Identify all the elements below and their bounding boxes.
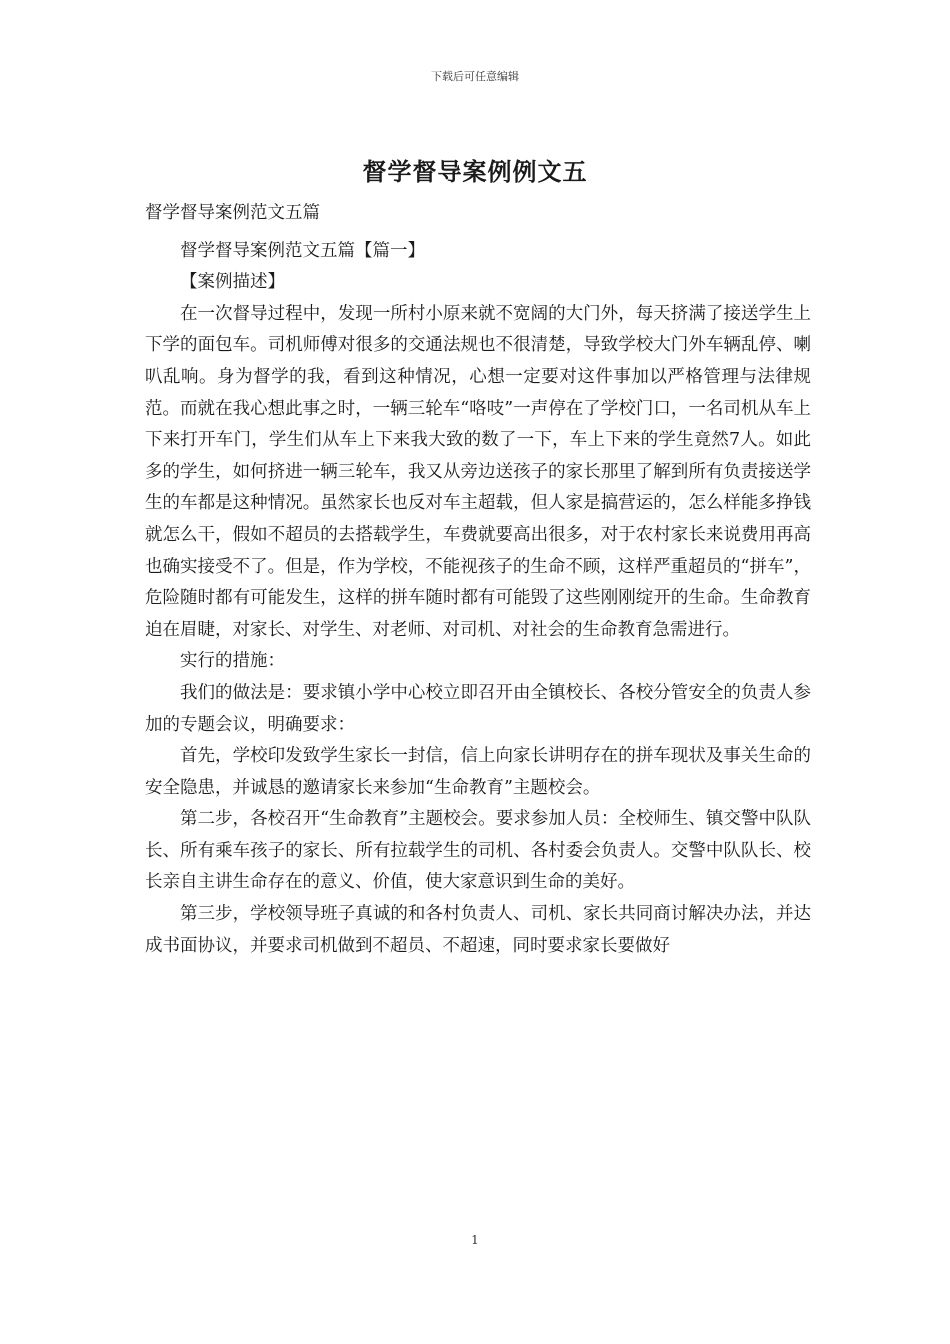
document-body xyxy=(145,198,811,962)
paragraph: 实行的措施： xyxy=(180,651,285,672)
paragraph: 在一次督导过程中，发现一所村小原来就不宽阔的大门外，每天挤满了接送学生上下学的面包车。司机师傅对很多的交通法规也不很清楚，导致学校大门外车辆乱停、喇叭乱响。身为督学的我，看到这种情况，心想一定要对这件事加以严格管理与法律规范。而就在我心想此事之时，一辆三轮车“咯吱”一声停在了学校门口，一名司机从车上下来打开车门，学生们从车上下来我大致的数了一下，车上下来的学生竟然7人。如此多的学生，如何挤进一辆三轮车，我又从旁边送孩子的家长那里了解到所有负责接送学生的车都是这种情况。虽然家长也反对车主超载，但人家是搞营运的，怎么样能多挣钱就怎么干，假如不超员的去搭载学生，车费就要高出很多，对于农村家长来说费用再高也确实接受不了。但是，作为学校，不能视孩子的生命不顾，这样严重超员的“拼车”，危险随时都有可能发生，这样的拼车随时都有可能毁了这些刚刚绽开的生命。生命教育迫在眉睫，对家长、对学生、对老师、对司机、对社会的生命教育急需进行。 xyxy=(145,303,811,640)
paragraph: 首先，学校印发致学生家长一封信，信上向家长讲明存在的拼车现状及事关生命的安全隐患，并诚恳的邀请家长来参加“生命教育”主题校会。 xyxy=(145,746,811,798)
page-header: 下载后可任意编辑 xyxy=(431,70,519,83)
paragraph: 【案例描述】 xyxy=(180,272,285,293)
paragraph: 第二步，各校召开“生命教育”主题校会。要求参加人员：全校师生、镇交警中队队长、所有乘车孩子的家长、所有拉载学生的司机、各村委会负责人。交警中队队长、校长亲自主讲生命存在的意义、价值，使大家意识到生命的美好。 xyxy=(145,809,811,893)
document-subtitle: 督学督导案例范文五篇 xyxy=(145,203,320,223)
page-number: 1 xyxy=(471,1233,479,1247)
paragraph: 第三步，学校领导班子真诚的和各村负责人、司机、家长共同商讨解决办法，并达成书面协议，并要求司机做到不超员、不超速，同时要求家长要做好 xyxy=(145,904,811,956)
paragraph: 我们的做法是：要求镇小学中心校立即召开由全镇校长、各校分管安全的负责人参加的专题会议，明确要求： xyxy=(145,682,811,735)
document-title: 督学督导案例例文五 xyxy=(362,157,588,186)
paragraph: 督学督导案例范文五篇【篇一】 xyxy=(180,240,425,261)
